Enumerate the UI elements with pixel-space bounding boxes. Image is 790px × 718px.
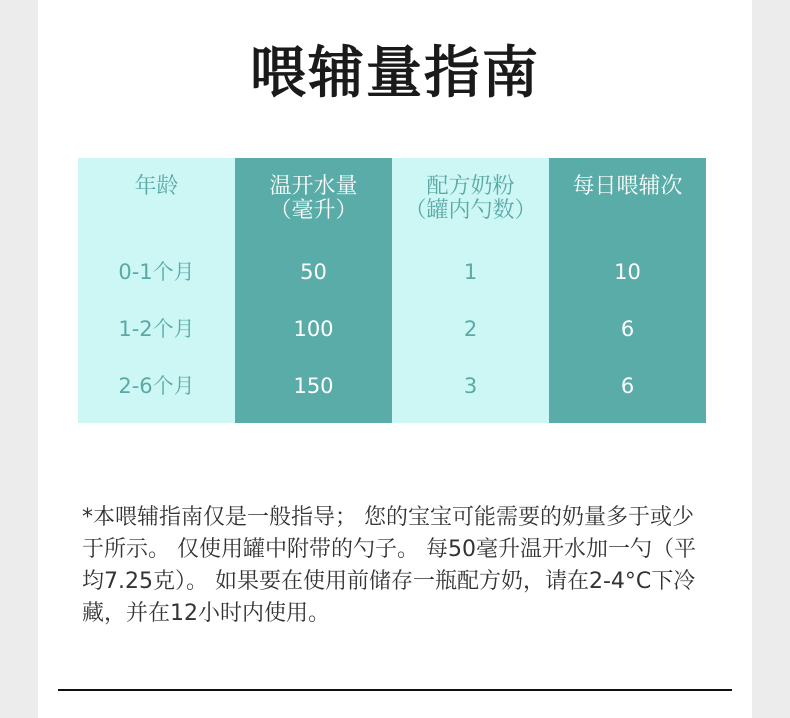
- table-cell: 0-1个月: [118, 260, 195, 284]
- header-feeds-label: 每日喂辅次: [572, 174, 683, 199]
- header-feeds: [549, 174, 706, 200]
- table-cell: 6: [620, 374, 635, 398]
- guide-page: [38, 0, 752, 718]
- table-cell: 6: [620, 317, 635, 341]
- bottom-divider: [58, 689, 732, 691]
- header-formula-unit: （罐内勺数）: [404, 198, 537, 223]
- table-cell: 2: [463, 317, 478, 341]
- table-cell: 1-2个月: [118, 317, 195, 341]
- header-formula: [392, 174, 549, 222]
- header-water: [235, 174, 392, 222]
- column-formula: [392, 158, 549, 423]
- header-age-label: 年龄: [134, 174, 179, 199]
- table-cell: 3: [463, 374, 478, 398]
- column-feeds-per-day: [549, 158, 706, 423]
- table-cell: 10: [614, 260, 641, 284]
- page-title: 喂辅量指南: [250, 41, 540, 106]
- column-age: [78, 158, 235, 423]
- table-cell: 1: [463, 260, 478, 284]
- table-cell: 50: [300, 260, 327, 284]
- header-water-label: 温开水量: [269, 174, 358, 199]
- feeding-table: [78, 158, 706, 423]
- guidance-note: *本喂辅指南仅是一般指导； 您的宝宝可能需要的奶量多于或少于所示。 仅使用罐中附带的勺子。 每50毫升温开水加一勺（平均7.25克）。 如果要在使用前储存一瓶配方奶，请在2-4°C下冷藏，并在12小时内使用。: [82, 505, 696, 626]
- table-cell: 150: [293, 374, 334, 398]
- table-cell: 2-6个月: [118, 374, 195, 398]
- header-water-unit: （毫升）: [269, 198, 358, 223]
- table-cell: 100: [293, 317, 334, 341]
- header-age: [78, 174, 235, 200]
- header-formula-label: 配方奶粉: [426, 174, 515, 199]
- column-water: [235, 158, 392, 423]
